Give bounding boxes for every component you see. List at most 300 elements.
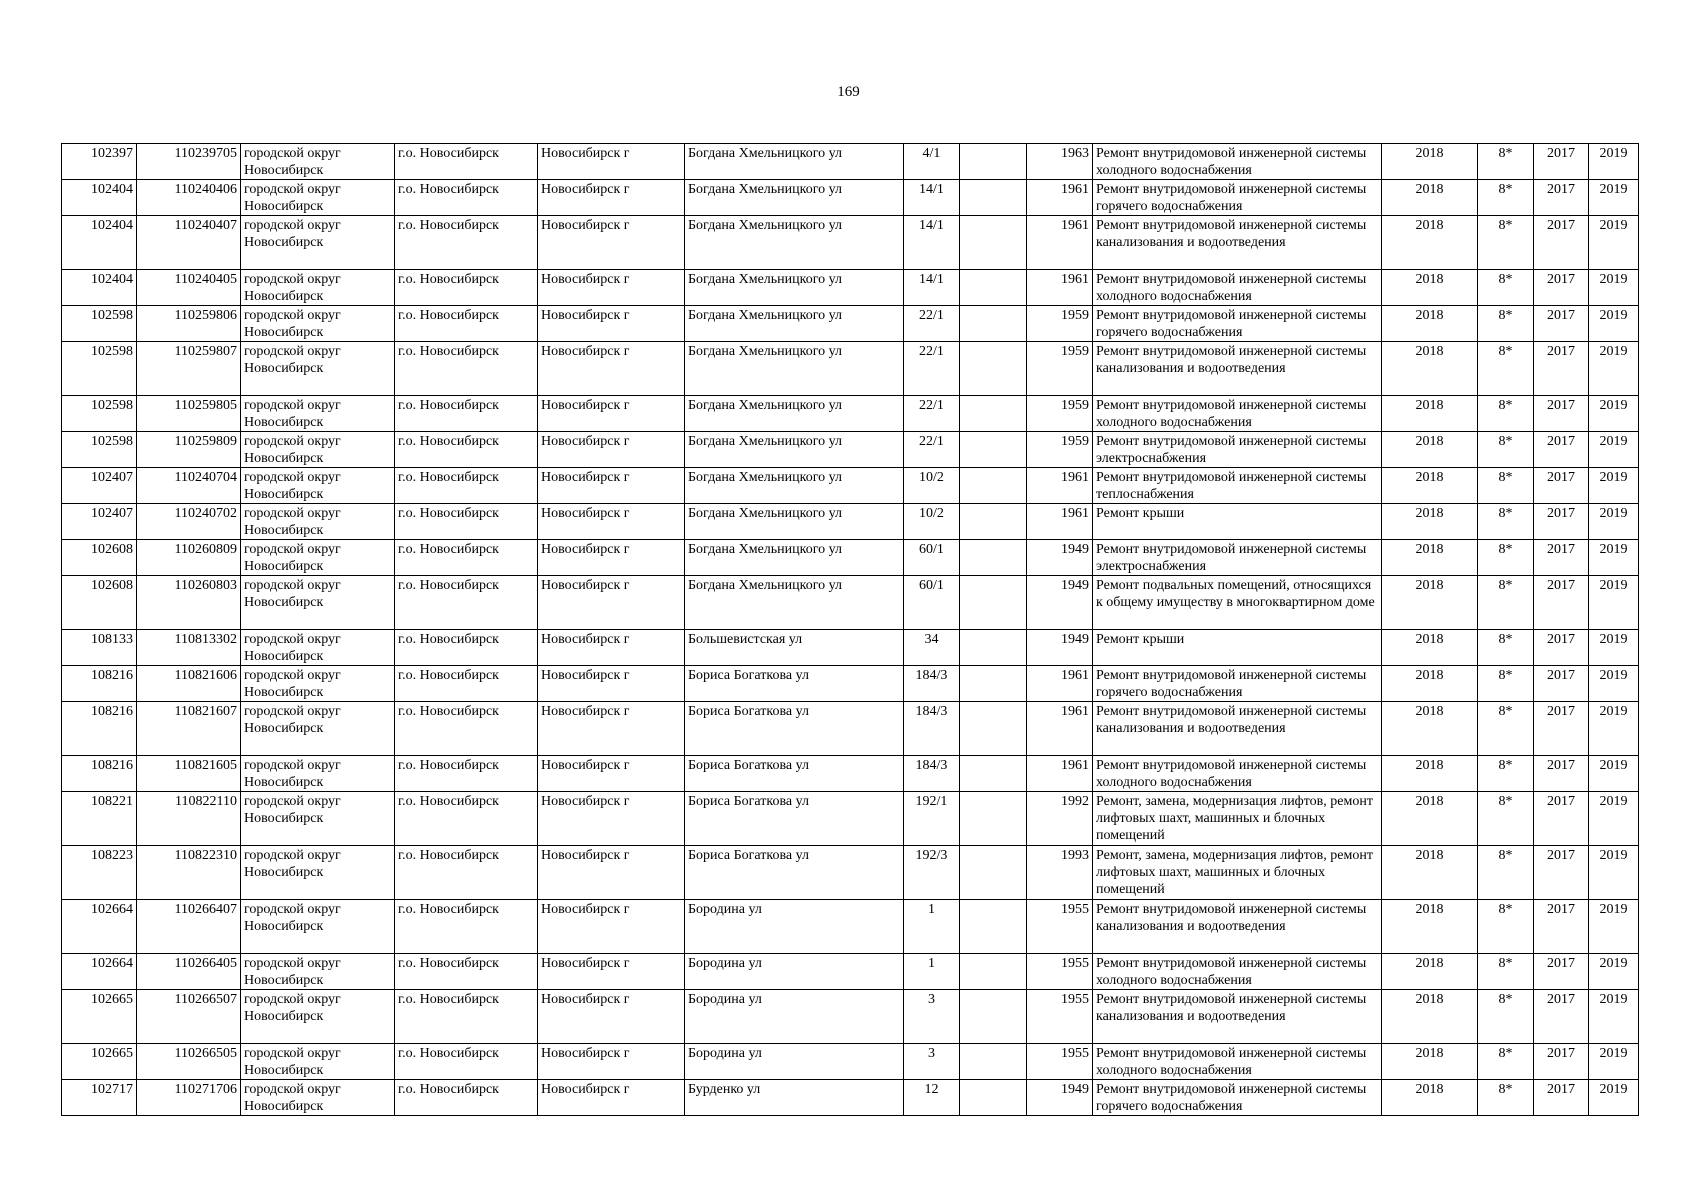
- cell-work-type: Ремонт внутридомовой инженерной системы холодного водоснабжения: [1093, 756, 1382, 792]
- cell-street: Богдана Хмельницкого ул: [685, 504, 904, 540]
- cell-block: [960, 666, 1027, 702]
- cell-work-code: 110260809: [137, 540, 241, 576]
- cell-municipality: г.о. Новосибирск: [395, 180, 538, 216]
- cell-work-type: Ремонт внутридомовой инженерной системы горячего водоснабжения: [1093, 1080, 1382, 1116]
- cell-work-type: Ремонт внутридомовой инженерной системы холодного водоснабжения: [1093, 954, 1382, 990]
- cell-mark: 8*: [1478, 144, 1534, 180]
- cell-district: городской округ Новосибирск: [241, 792, 395, 846]
- cell-mark: 8*: [1478, 306, 1534, 342]
- cell-work-code: 110266505: [137, 1044, 241, 1080]
- cell-work-code: 110259809: [137, 432, 241, 468]
- cell-city: Новосибирск г: [538, 1044, 685, 1080]
- cell-block: [960, 144, 1027, 180]
- cell-plan-year: 2018: [1382, 846, 1478, 900]
- cell-plan-year: 2018: [1382, 1080, 1478, 1116]
- table-row: [62, 1044, 1639, 1080]
- cell-municipality: г.о. Новосибирск: [395, 990, 538, 1044]
- cell-year-from: 2017: [1534, 954, 1589, 990]
- cell-mark: 8*: [1478, 504, 1534, 540]
- cell-work-code: 110821605: [137, 756, 241, 792]
- cell-house-number: 3: [904, 1044, 960, 1080]
- cell-year-to: 2019: [1589, 792, 1639, 846]
- cell-house-number: 22/1: [904, 432, 960, 468]
- cell-house-id: 102717: [62, 1080, 137, 1116]
- cell-year-built: 1949: [1027, 630, 1093, 666]
- cell-municipality: г.о. Новосибирск: [395, 1080, 538, 1116]
- table-row: [62, 540, 1639, 576]
- cell-work-type: Ремонт внутридомовой инженерной системы горячего водоснабжения: [1093, 306, 1382, 342]
- cell-year-from: 2017: [1534, 468, 1589, 504]
- cell-city: Новосибирск г: [538, 756, 685, 792]
- cell-block: [960, 900, 1027, 954]
- table-row: [62, 270, 1639, 306]
- cell-house-id: 108216: [62, 666, 137, 702]
- cell-block: [960, 540, 1027, 576]
- cell-work-type: Ремонт внутридомовой инженерной системы канализования и водоотведения: [1093, 702, 1382, 756]
- cell-house-id: 102598: [62, 342, 137, 396]
- cell-block: [960, 792, 1027, 846]
- cell-district: городской округ Новосибирск: [241, 756, 395, 792]
- cell-year-to: 2019: [1589, 702, 1639, 756]
- cell-house-number: 22/1: [904, 396, 960, 432]
- cell-street: Богдана Хмельницкого ул: [685, 576, 904, 630]
- cell-plan-year: 2018: [1382, 504, 1478, 540]
- cell-work-code: 110259806: [137, 306, 241, 342]
- cell-block: [960, 432, 1027, 468]
- cell-work-code: 110821607: [137, 702, 241, 756]
- cell-house-number: 60/1: [904, 576, 960, 630]
- cell-year-from: 2017: [1534, 216, 1589, 270]
- cell-city: Новосибирск г: [538, 540, 685, 576]
- cell-municipality: г.о. Новосибирск: [395, 432, 538, 468]
- cell-block: [960, 990, 1027, 1044]
- cell-house-id: 102665: [62, 1044, 137, 1080]
- cell-district: городской округ Новосибирск: [241, 954, 395, 990]
- cell-house-number: 22/1: [904, 342, 960, 396]
- cell-street: Богдана Хмельницкого ул: [685, 306, 904, 342]
- cell-street: Бородина ул: [685, 954, 904, 990]
- cell-year-from: 2017: [1534, 990, 1589, 1044]
- cell-house-id: 102598: [62, 396, 137, 432]
- cell-street: Бориса Богаткова ул: [685, 666, 904, 702]
- cell-district: городской округ Новосибирск: [241, 396, 395, 432]
- cell-block: [960, 468, 1027, 504]
- table-row: [62, 846, 1639, 900]
- cell-year-to: 2019: [1589, 1080, 1639, 1116]
- cell-year-built: 1949: [1027, 1080, 1093, 1116]
- cell-house-id: 108221: [62, 792, 137, 846]
- table-row: [62, 306, 1639, 342]
- cell-mark: 8*: [1478, 432, 1534, 468]
- cell-work-type: Ремонт внутридомовой инженерной системы электроснабжения: [1093, 540, 1382, 576]
- cell-mark: 8*: [1478, 1080, 1534, 1116]
- cell-plan-year: 2018: [1382, 1044, 1478, 1080]
- table-row: [62, 630, 1639, 666]
- cell-work-type: Ремонт крыши: [1093, 504, 1382, 540]
- cell-plan-year: 2018: [1382, 180, 1478, 216]
- cell-year-built: 1955: [1027, 1044, 1093, 1080]
- cell-city: Новосибирск г: [538, 630, 685, 666]
- cell-house-id: 108223: [62, 846, 137, 900]
- cell-plan-year: 2018: [1382, 306, 1478, 342]
- cell-district: городской округ Новосибирск: [241, 576, 395, 630]
- cell-mark: 8*: [1478, 540, 1534, 576]
- cell-year-built: 1955: [1027, 990, 1093, 1044]
- cell-work-type: Ремонт внутридомовой инженерной системы электроснабжения: [1093, 432, 1382, 468]
- cell-block: [960, 306, 1027, 342]
- cell-year-built: 1993: [1027, 846, 1093, 900]
- cell-street: Бородина ул: [685, 1044, 904, 1080]
- table-row: [62, 468, 1639, 504]
- cell-year-to: 2019: [1589, 216, 1639, 270]
- cell-district: городской округ Новосибирск: [241, 630, 395, 666]
- cell-municipality: г.о. Новосибирск: [395, 342, 538, 396]
- cell-district: городской округ Новосибирск: [241, 666, 395, 702]
- cell-district: городской округ Новосибирск: [241, 846, 395, 900]
- cell-mark: 8*: [1478, 576, 1534, 630]
- cell-work-code: 110259807: [137, 342, 241, 396]
- table-row: [62, 702, 1639, 756]
- cell-house-number: 4/1: [904, 144, 960, 180]
- cell-street: Богдана Хмельницкого ул: [685, 144, 904, 180]
- cell-municipality: г.о. Новосибирск: [395, 630, 538, 666]
- cell-block: [960, 576, 1027, 630]
- cell-year-to: 2019: [1589, 954, 1639, 990]
- cell-year-built: 1961: [1027, 216, 1093, 270]
- cell-work-type: Ремонт внутридомовой инженерной системы холодного водоснабжения: [1093, 1044, 1382, 1080]
- cell-house-id: 108216: [62, 756, 137, 792]
- cell-year-built: 1961: [1027, 270, 1093, 306]
- cell-work-code: 110240405: [137, 270, 241, 306]
- cell-work-type: Ремонт внутридомовой инженерной системы горячего водоснабжения: [1093, 180, 1382, 216]
- cell-street: Бородина ул: [685, 900, 904, 954]
- cell-work-type: Ремонт внутридомовой инженерной системы холодного водоснабжения: [1093, 144, 1382, 180]
- cell-work-code: 110821606: [137, 666, 241, 702]
- cell-work-code: 110822110: [137, 792, 241, 846]
- cell-city: Новосибирск г: [538, 666, 685, 702]
- cell-district: городской округ Новосибирск: [241, 180, 395, 216]
- cell-street: Бориса Богаткова ул: [685, 846, 904, 900]
- cell-district: городской округ Новосибирск: [241, 216, 395, 270]
- cell-year-built: 1961: [1027, 702, 1093, 756]
- cell-house-id: 102608: [62, 540, 137, 576]
- cell-year-to: 2019: [1589, 432, 1639, 468]
- cell-district: городской округ Новосибирск: [241, 540, 395, 576]
- cell-house-id: 102598: [62, 432, 137, 468]
- cell-city: Новосибирск г: [538, 180, 685, 216]
- cell-year-to: 2019: [1589, 144, 1639, 180]
- cell-work-type: Ремонт внутридомовой инженерной системы канализования и водоотведения: [1093, 990, 1382, 1044]
- cell-work-type: Ремонт подвальных помещений, относящихся к общему имуществу в многоквартирном доме: [1093, 576, 1382, 630]
- table-row: [62, 396, 1639, 432]
- cell-house-number: 60/1: [904, 540, 960, 576]
- cell-mark: 8*: [1478, 216, 1534, 270]
- cell-work-type: Ремонт внутридомовой инженерной системы канализования и водоотведения: [1093, 216, 1382, 270]
- cell-street: Бориса Богаткова ул: [685, 792, 904, 846]
- table-body: [62, 144, 1639, 1116]
- table-row: [62, 180, 1639, 216]
- cell-district: городской округ Новосибирск: [241, 468, 395, 504]
- cell-house-id: 102407: [62, 468, 137, 504]
- table-row: [62, 990, 1639, 1044]
- cell-year-built: 1955: [1027, 954, 1093, 990]
- cell-work-type: Ремонт крыши: [1093, 630, 1382, 666]
- cell-municipality: г.о. Новосибирск: [395, 1044, 538, 1080]
- cell-city: Новосибирск г: [538, 432, 685, 468]
- cell-municipality: г.о. Новосибирск: [395, 396, 538, 432]
- cell-mark: 8*: [1478, 702, 1534, 756]
- cell-year-to: 2019: [1589, 1044, 1639, 1080]
- cell-year-from: 2017: [1534, 756, 1589, 792]
- cell-block: [960, 702, 1027, 756]
- cell-year-built: 1961: [1027, 756, 1093, 792]
- cell-house-id: 102665: [62, 990, 137, 1044]
- cell-year-to: 2019: [1589, 504, 1639, 540]
- cell-block: [960, 270, 1027, 306]
- cell-block: [960, 954, 1027, 990]
- cell-plan-year: 2018: [1382, 756, 1478, 792]
- cell-year-from: 2017: [1534, 846, 1589, 900]
- cell-work-type: Ремонт, замена, модернизация лифтов, ремонт лифтовых шахт, машинных и блочных помещений: [1093, 846, 1382, 900]
- cell-work-type: Ремонт, замена, модернизация лифтов, ремонт лифтовых шахт, машинных и блочных помещений: [1093, 792, 1382, 846]
- cell-municipality: г.о. Новосибирск: [395, 666, 538, 702]
- cell-street: Богдана Хмельницкого ул: [685, 216, 904, 270]
- cell-house-id: 102404: [62, 180, 137, 216]
- cell-year-from: 2017: [1534, 666, 1589, 702]
- cell-district: городской округ Новосибирск: [241, 306, 395, 342]
- cell-house-id: 102397: [62, 144, 137, 180]
- cell-plan-year: 2018: [1382, 666, 1478, 702]
- cell-city: Новосибирск г: [538, 270, 685, 306]
- cell-work-code: 110239705: [137, 144, 241, 180]
- cell-street: Богдана Хмельницкого ул: [685, 342, 904, 396]
- cell-year-from: 2017: [1534, 1044, 1589, 1080]
- cell-house-number: 1: [904, 954, 960, 990]
- cell-year-built: 1949: [1027, 540, 1093, 576]
- cell-plan-year: 2018: [1382, 792, 1478, 846]
- table-row: [62, 954, 1639, 990]
- cell-year-to: 2019: [1589, 630, 1639, 666]
- cell-district: городской округ Новосибирск: [241, 900, 395, 954]
- cell-work-type: Ремонт внутридомовой инженерной системы холодного водоснабжения: [1093, 396, 1382, 432]
- cell-year-to: 2019: [1589, 270, 1639, 306]
- cell-municipality: г.о. Новосибирск: [395, 270, 538, 306]
- cell-plan-year: 2018: [1382, 702, 1478, 756]
- cell-district: городской округ Новосибирск: [241, 432, 395, 468]
- cell-municipality: г.о. Новосибирск: [395, 954, 538, 990]
- cell-municipality: г.о. Новосибирск: [395, 468, 538, 504]
- cell-plan-year: 2018: [1382, 144, 1478, 180]
- cell-city: Новосибирск г: [538, 900, 685, 954]
- cell-house-number: 184/3: [904, 756, 960, 792]
- cell-work-code: 110240702: [137, 504, 241, 540]
- capital-repair-table: [61, 143, 1639, 1116]
- cell-city: Новосибирск г: [538, 144, 685, 180]
- cell-house-number: 184/3: [904, 702, 960, 756]
- cell-city: Новосибирск г: [538, 306, 685, 342]
- cell-block: [960, 216, 1027, 270]
- cell-mark: 8*: [1478, 846, 1534, 900]
- cell-block: [960, 846, 1027, 900]
- cell-house-id: 108216: [62, 702, 137, 756]
- cell-city: Новосибирск г: [538, 396, 685, 432]
- cell-year-from: 2017: [1534, 342, 1589, 396]
- cell-street: Богдана Хмельницкого ул: [685, 396, 904, 432]
- cell-year-from: 2017: [1534, 540, 1589, 576]
- cell-municipality: г.о. Новосибирск: [395, 900, 538, 954]
- cell-year-from: 2017: [1534, 792, 1589, 846]
- cell-year-from: 2017: [1534, 270, 1589, 306]
- cell-mark: 8*: [1478, 180, 1534, 216]
- cell-work-type: Ремонт внутридомовой инженерной системы теплоснабжения: [1093, 468, 1382, 504]
- cell-house-id: 108133: [62, 630, 137, 666]
- cell-city: Новосибирск г: [538, 468, 685, 504]
- cell-street: Богдана Хмельницкого ул: [685, 540, 904, 576]
- cell-work-type: Ремонт внутридомовой инженерной системы канализования и водоотведения: [1093, 342, 1382, 396]
- cell-house-number: 12: [904, 1080, 960, 1116]
- cell-block: [960, 342, 1027, 396]
- cell-house-number: 3: [904, 990, 960, 1044]
- cell-mark: 8*: [1478, 270, 1534, 306]
- cell-year-to: 2019: [1589, 342, 1639, 396]
- cell-mark: 8*: [1478, 342, 1534, 396]
- cell-year-built: 1961: [1027, 666, 1093, 702]
- cell-work-code: 110266405: [137, 954, 241, 990]
- cell-street: Богдана Хмельницкого ул: [685, 270, 904, 306]
- cell-house-number: 192/3: [904, 846, 960, 900]
- cell-city: Новосибирск г: [538, 504, 685, 540]
- cell-municipality: г.о. Новосибирск: [395, 576, 538, 630]
- table-row: [62, 900, 1639, 954]
- cell-work-code: 110240704: [137, 468, 241, 504]
- cell-municipality: г.о. Новосибирск: [395, 702, 538, 756]
- table-row: [62, 576, 1639, 630]
- cell-house-id: 102598: [62, 306, 137, 342]
- cell-city: Новосибирск г: [538, 846, 685, 900]
- cell-year-from: 2017: [1534, 630, 1589, 666]
- cell-city: Новосибирск г: [538, 576, 685, 630]
- cell-municipality: г.о. Новосибирск: [395, 792, 538, 846]
- cell-city: Новосибирск г: [538, 792, 685, 846]
- cell-year-built: 1959: [1027, 306, 1093, 342]
- cell-plan-year: 2018: [1382, 540, 1478, 576]
- cell-house-id: 102664: [62, 900, 137, 954]
- cell-plan-year: 2018: [1382, 576, 1478, 630]
- cell-house-number: 14/1: [904, 216, 960, 270]
- cell-house-number: 34: [904, 630, 960, 666]
- cell-mark: 8*: [1478, 954, 1534, 990]
- cell-year-from: 2017: [1534, 576, 1589, 630]
- cell-district: городской округ Новосибирск: [241, 990, 395, 1044]
- cell-plan-year: 2018: [1382, 216, 1478, 270]
- cell-year-to: 2019: [1589, 846, 1639, 900]
- cell-district: городской округ Новосибирск: [241, 1044, 395, 1080]
- cell-district: городской округ Новосибирск: [241, 702, 395, 756]
- cell-house-number: 1: [904, 900, 960, 954]
- cell-district: городской округ Новосибирск: [241, 270, 395, 306]
- cell-year-from: 2017: [1534, 702, 1589, 756]
- cell-mark: 8*: [1478, 396, 1534, 432]
- cell-mark: 8*: [1478, 630, 1534, 666]
- cell-house-id: 102404: [62, 270, 137, 306]
- cell-mark: 8*: [1478, 990, 1534, 1044]
- cell-year-built: 1961: [1027, 180, 1093, 216]
- cell-plan-year: 2018: [1382, 630, 1478, 666]
- cell-mark: 8*: [1478, 792, 1534, 846]
- cell-year-built: 1992: [1027, 792, 1093, 846]
- cell-year-from: 2017: [1534, 900, 1589, 954]
- cell-work-code: 110813302: [137, 630, 241, 666]
- cell-year-to: 2019: [1589, 396, 1639, 432]
- table-row: [62, 504, 1639, 540]
- table-row: [62, 342, 1639, 396]
- cell-plan-year: 2018: [1382, 954, 1478, 990]
- cell-plan-year: 2018: [1382, 900, 1478, 954]
- cell-house-id: 102608: [62, 576, 137, 630]
- cell-block: [960, 630, 1027, 666]
- table-row: [62, 216, 1639, 270]
- cell-mark: 8*: [1478, 468, 1534, 504]
- cell-city: Новосибирск г: [538, 990, 685, 1044]
- cell-year-from: 2017: [1534, 432, 1589, 468]
- cell-year-built: 1959: [1027, 396, 1093, 432]
- table-row: [62, 666, 1639, 702]
- cell-district: городской округ Новосибирск: [241, 342, 395, 396]
- cell-municipality: г.о. Новосибирск: [395, 540, 538, 576]
- cell-house-number: 22/1: [904, 306, 960, 342]
- cell-city: Новосибирск г: [538, 954, 685, 990]
- cell-plan-year: 2018: [1382, 990, 1478, 1044]
- cell-city: Новосибирск г: [538, 216, 685, 270]
- cell-house-id: 102407: [62, 504, 137, 540]
- table-row: [62, 1080, 1639, 1116]
- cell-district: городской округ Новосибирск: [241, 1080, 395, 1116]
- cell-block: [960, 504, 1027, 540]
- cell-work-code: 110240406: [137, 180, 241, 216]
- cell-year-from: 2017: [1534, 504, 1589, 540]
- cell-work-code: 110822310: [137, 846, 241, 900]
- cell-street: Бурденко ул: [685, 1080, 904, 1116]
- cell-year-built: 1949: [1027, 576, 1093, 630]
- cell-work-code: 110266507: [137, 990, 241, 1044]
- cell-house-id: 102404: [62, 216, 137, 270]
- cell-municipality: г.о. Новосибирск: [395, 756, 538, 792]
- cell-city: Новосибирск г: [538, 1080, 685, 1116]
- cell-year-to: 2019: [1589, 306, 1639, 342]
- cell-house-number: 10/2: [904, 504, 960, 540]
- cell-work-code: 110259805: [137, 396, 241, 432]
- cell-work-code: 110271706: [137, 1080, 241, 1116]
- cell-city: Новосибирск г: [538, 342, 685, 396]
- cell-district: городской округ Новосибирск: [241, 144, 395, 180]
- cell-year-to: 2019: [1589, 756, 1639, 792]
- cell-block: [960, 1080, 1027, 1116]
- cell-year-built: 1961: [1027, 504, 1093, 540]
- cell-house-id: 102664: [62, 954, 137, 990]
- cell-year-to: 2019: [1589, 900, 1639, 954]
- cell-house-number: 184/3: [904, 666, 960, 702]
- cell-year-built: 1963: [1027, 144, 1093, 180]
- cell-year-to: 2019: [1589, 468, 1639, 504]
- cell-street: Богдана Хмельницкого ул: [685, 468, 904, 504]
- cell-municipality: г.о. Новосибирск: [395, 216, 538, 270]
- table-row: [62, 792, 1639, 846]
- cell-year-from: 2017: [1534, 144, 1589, 180]
- cell-work-type: Ремонт внутридомовой инженерной системы холодного водоснабжения: [1093, 270, 1382, 306]
- cell-mark: 8*: [1478, 900, 1534, 954]
- table-row: [62, 144, 1639, 180]
- cell-house-number: 192/1: [904, 792, 960, 846]
